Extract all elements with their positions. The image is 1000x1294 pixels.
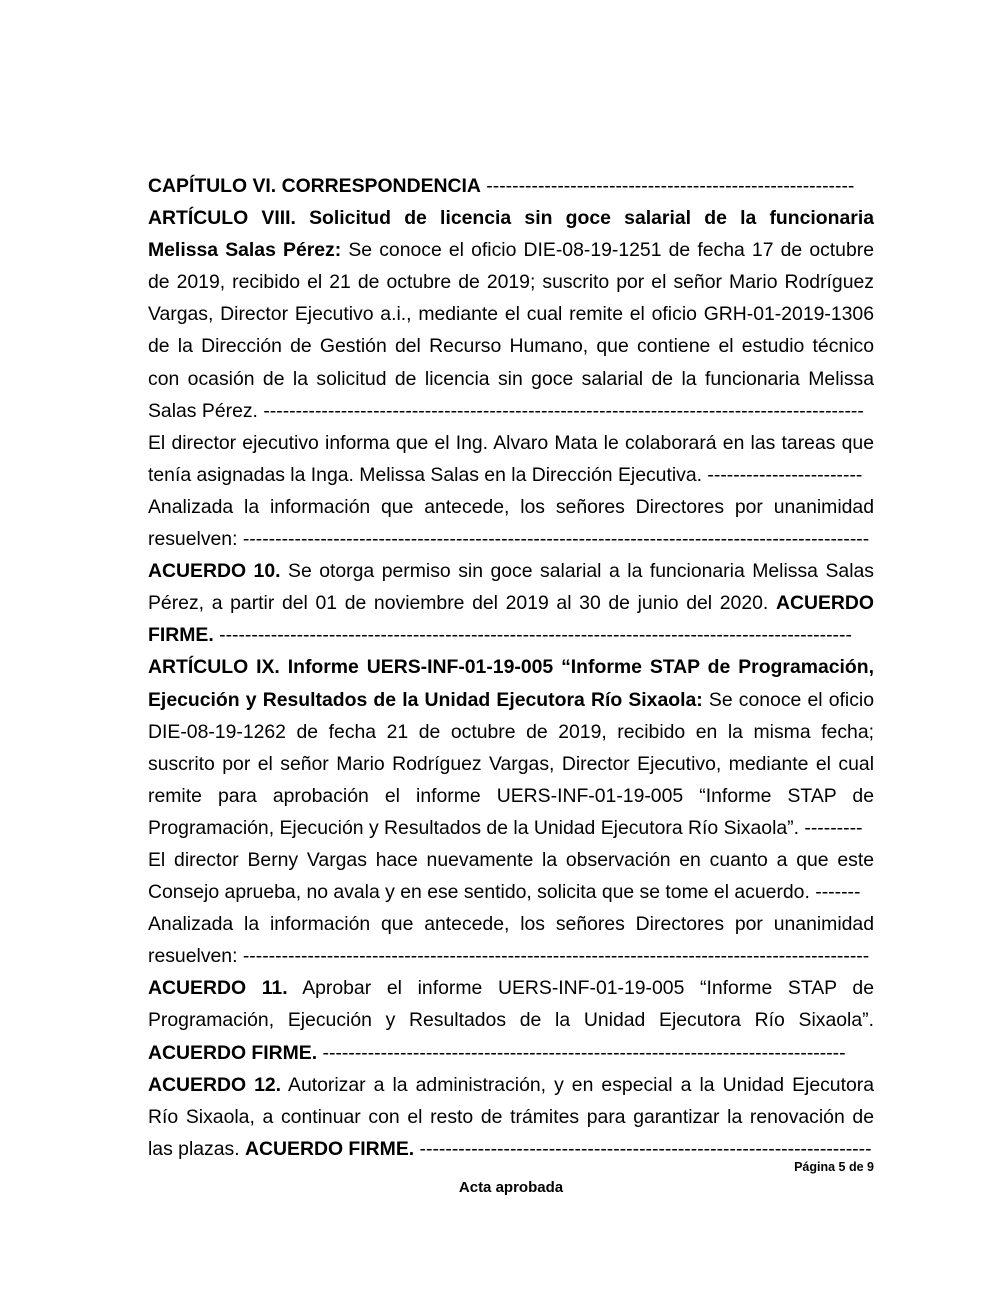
document-body: [148, 170, 874, 1165]
text-line: [148, 587, 874, 619]
bold-text-segment: ARTÍCULO VIII. Solicitud de licencia sin goce salarial de la funcionaria: [148, 207, 874, 230]
bold-text-segment: ACUERDO 10.: [148, 560, 281, 583]
text-line: [148, 651, 874, 683]
text-segment: Se otorga permiso sin goce salarial a la funcionaria Melissa Salas: [280, 560, 874, 583]
text-line: [148, 202, 874, 234]
text-line: [148, 459, 874, 491]
text-line: [148, 1101, 874, 1133]
text-segment: ---------------------------------------------------------: [480, 175, 855, 197]
text-line: [148, 330, 874, 362]
text-line: [148, 491, 874, 523]
bold-text-segment: ACUERDO FIRME.: [245, 1137, 415, 1160]
text-segment: con ocasión de la solicitud de licencia sin goce salarial de la funcionaria Melissa: [148, 367, 874, 390]
text-line: [148, 427, 874, 459]
text-line: [148, 363, 874, 395]
text-segment: Se conoce el oficio DIE-08-19-1251 de fecha 17 de octubre: [341, 239, 874, 262]
bold-text-segment: ACUERDO 11.: [148, 977, 288, 1000]
bold-text-segment: ARTÍCULO IX. Informe UERS-INF-01-19-005 “Informe STAP de Programación,: [148, 656, 874, 679]
text-segment: El director Berny Vargas hace nuevamente la observación en cuanto a que este: [148, 848, 874, 871]
text-line: [148, 523, 874, 555]
text-line: [148, 908, 874, 940]
text-segment: las plazas.: [148, 1137, 246, 1160]
text-segment: tenía asignadas la Inga. Melissa Salas en la Dirección Ejecutiva. ------------------------: [148, 463, 863, 486]
bold-text-segment: ACUERDO: [775, 592, 874, 615]
bold-text-segment: ACUERDO 12.: [148, 1073, 282, 1096]
text-segment: Pérez, a partir del 01 de noviembre del 2019 al 30 de junio del 2020.: [148, 592, 776, 615]
bold-text-segment: ACUERDO FIRME.: [148, 1041, 318, 1064]
text-segment: Se conoce el oficio: [702, 688, 874, 711]
text-line: [148, 844, 874, 876]
text-segment: Salas Pérez. ---------------------------------------------------------------------------------------------: [148, 399, 864, 422]
text-segment: El director ejecutivo informa que el Ing. Alvaro Mata le colaborará en las tareas que: [148, 431, 874, 454]
text-segment: Programación, Ejecución y Resultados de la Unidad Ejecutora Río Sixaola”. ---------: [148, 816, 863, 839]
text-segment: Autorizar a la administración, y en especial a la Unidad Ejecutora: [281, 1073, 874, 1096]
text-line: [148, 812, 874, 844]
text-segment: Analizada la información que antecede, los señores Directores por unanimidad: [148, 495, 874, 518]
text-segment: remite para aprobación el informe UERS-INF-01-19-005 “Informe STAP de: [148, 784, 874, 807]
footer-text: Acta aprobada: [458, 1179, 564, 1196]
text-line: [148, 716, 874, 748]
text-segment: Analizada la información que antecede, los señores Directores por unanimidad: [148, 913, 874, 936]
page-number: Página 5 de 9: [794, 1160, 874, 1174]
text-line: [148, 684, 874, 716]
text-line: [148, 1133, 874, 1165]
text-segment: resuelven: -------------------------------------------------------------------------------------------------: [148, 945, 870, 968]
text-line: [148, 940, 874, 972]
text-line: [148, 298, 874, 330]
bold-text-segment: Ejecución y Resultados de la Unidad Ejecutora Río Sixaola:: [148, 688, 703, 711]
bold-text-segment: Melissa Salas Pérez:: [148, 239, 342, 262]
text-line: [148, 234, 874, 266]
text-segment: Vargas, Director Ejecutivo a.i., mediante el cual remite el oficio GRH-01-2019-1306: [148, 303, 874, 326]
text-segment: resuelven: -------------------------------------------------------------------------------------------------: [148, 528, 870, 551]
text-segment: de la Dirección de Gestión del Recurso Humano, que contiene el estudio técnico: [148, 335, 874, 358]
text-segment: de 2019, recibido el 21 de octubre de 2019; suscrito por el señor Mario Rodríguez: [148, 271, 874, 294]
text-segment: Aprobar el informe UERS-INF-01-19-005 “Informe STAP de: [287, 977, 874, 1000]
bold-text-segment: FIRME.: [148, 624, 214, 647]
text-segment: Programación, Ejecución y Resultados de la Unidad Ejecutora Río Sixaola”.: [148, 1009, 874, 1032]
text-line: [148, 972, 874, 1004]
text-line: [148, 170, 874, 202]
text-line: [148, 619, 874, 651]
text-segment: Consejo aprueba, no avala y en ese sentido, solicita que se tome el acuerdo. -------: [148, 881, 861, 904]
text-line: [148, 555, 874, 587]
bold-text-segment: CAPÍTULO VI. CORRESPONDENCIA: [148, 175, 481, 197]
text-segment: ----------------------------------------------------------------------: [414, 1137, 872, 1160]
text-line: [148, 395, 874, 427]
text-line: [148, 748, 874, 780]
text-segment: Río Sixaola, a continuar con el resto de trámites para garantizar la renovación de: [148, 1105, 874, 1128]
text-line: [148, 266, 874, 298]
text-line: [148, 1037, 874, 1069]
text-segment: suscrito por el señor Mario Rodríguez Vargas, Director Ejecutivo, mediante el cual: [148, 752, 874, 775]
text-segment: DIE-08-19-1262 de fecha 21 de octubre de 2019, recibido en la misma fecha;: [148, 720, 874, 743]
text-segment: ---------------------------------------------------------------------------------: [317, 1041, 846, 1064]
text-line: [148, 1004, 874, 1036]
text-line: [148, 876, 874, 908]
text-line: [148, 780, 874, 812]
text-line: [148, 1069, 874, 1101]
text-segment: --------------------------------------------------------------------------------------------------: [213, 624, 852, 647]
